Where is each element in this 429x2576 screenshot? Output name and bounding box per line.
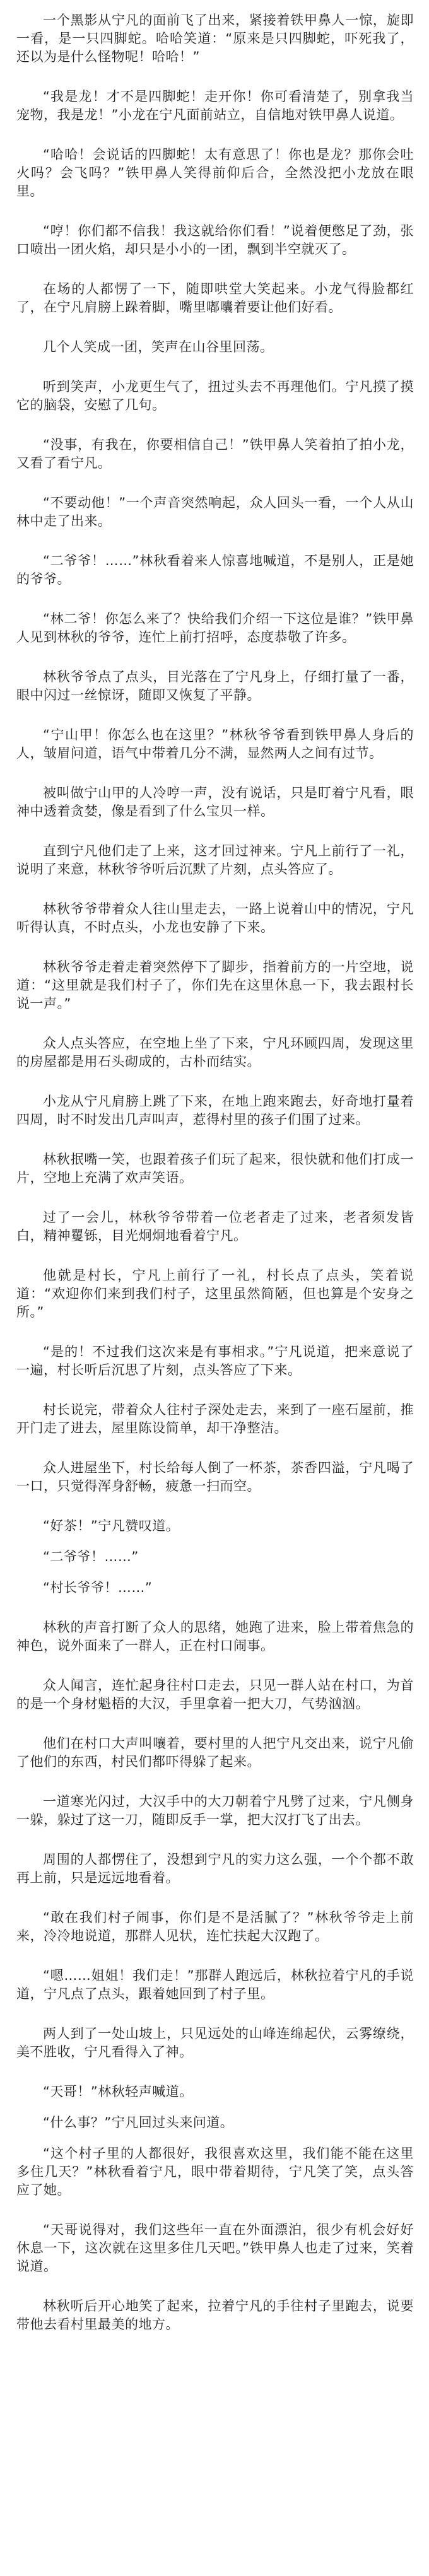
paragraph: “是的！不过我们这次来是有事相求。”宁凡说道，把来意说了一遍，村长听后沉思了片刻，点头答应了下来。 [16,1344,414,1378]
paragraph: “敢在我们村子闹事，你们是不是活腻了？”林秋爷爷走上前来，冷冷地说道，那群人见状，连忙扶起大汉跑了。 [16,1910,414,1943]
paragraph: “这个村子里的人都很好，我很喜欢这里，我们能不能在这里多住几天？”林秋看着宁凡，眼中带着期待，宁凡笑了笑，点头答应了她。 [16,2146,414,2198]
paragraph: 林秋爷爷带着众人往山里走去，一路上说着山中的情况，宁凡听得认真，不时点头，小龙也安静了下来。 [16,901,414,935]
paragraph: 林秋听后开心地笑了起来，拉着宁凡的手往村子里跑去，说要带他去看村里最美的地方。 [16,2298,414,2332]
paragraph: 他就是村长，宁凡上前行了一礼，村长点了点头，笑着说道：“欢迎你们来到我们村子，这里虽然简陋，但也算是个安身之所。” [16,1268,414,1320]
paragraph: “好茶！”宁凡赞叹道。 [43,1518,180,1533]
paragraph: “林二爷！你怎么来了？快给我们介绍一下这位是谁？”铁甲鼻人见到林秋的爷爷，连忙上前打招呼，态度恭敬了许多。 [16,611,414,645]
paragraph: “二爷爷！……”林秋看着来人惊喜地喊道，不是别人，正是她的爷爷。 [16,553,414,587]
paragraph: “我是龙！才不是四脚蛇！走开你！你可看清楚了，别拿我当宠物，我是龙！”小龙在宁凡面前站立，自信地对铁甲鼻人说道。 [16,89,414,122]
paragraph: 几个人笑成一团，笑声在山谷里回荡。 [43,339,274,354]
paragraph: “不要动他！”一个声音突然响起，众人回头一看，一个人从山林中走了出来。 [16,495,414,529]
paragraph: “天哥！”林秋轻声喊道。 [43,2084,193,2099]
paragraph: 小龙从宁凡肩膀上跳了下来，在地上跑来跑去，好奇地打量着四周，时不时发出几声叫声，惹得村里的孩子们围了过来。 [16,1094,414,1127]
paragraph: 周围的人都愣住了，没想到宁凡的实力这么强，一个个都不敢再上前，只是远远地看着。 [16,1852,414,1885]
paragraph: “嗯……姐姐！我们走！”那群人跑远后，林秋拉着宁凡的手说道，宁凡点了点头，跟着她回到了村子里。 [16,1968,414,2001]
paragraph: 村长说完，带着众人往村子深处走去，来到了一座石屋前，推开门走了进去，屋里陈设简单，却干净整洁。 [16,1402,414,1436]
paragraph: 众人进屋坐下，村长给每人倒了一杯茶，茶香四溢，宁凡喝了一口，只觉得浑身舒畅，疲惫一扫而空。 [16,1460,414,1494]
paragraph: 林秋爷爷走着走着突然停下了脚步，指着前方的一片空地，说道：“这里就是我们村子了，你们先在这里休息一下，我去跟村长说一声。” [16,959,414,1011]
paragraph: “哈哈！会说话的四脚蛇！太有意思了！你也是龙？那你会吐火吗？会飞吗？”铁甲鼻人笑得前仰后合，全然没把小龙放在眼里。 [16,147,414,199]
paragraph: “天哥说得对，我们这些年一直在外面漂泊，很少有机会好好休息一下，这次就在这里多住几天吧。”铁甲鼻人也走了过来，笑着说道。 [16,2222,414,2274]
paragraph: “哼！你们都不信我！我这就给你们看！”说着便憋足了劲，张口喷出一团火焰，却只是小小的一团，飘到半空就灭了。 [16,223,414,257]
paragraph: 在场的人都愣了一下，随即哄堂大笑起来。小龙气得脸都红了，在宁凡肩膀上跺着脚，嘴里嘟囔着要让他们好看。 [16,281,414,315]
paragraph: 被叫做宁山甲的人冷哼一声，没有说话，只是盯着宁凡看，眼神中透着贪婪，像是看到了什么宝贝一样。 [16,785,414,819]
paragraph: 林秋的声音打断了众人的思绪，她跑了进来，脸上带着焦急的神色，说外面来了一群人，正在村口闹事。 [16,1620,414,1653]
paragraph: 一个黑影从宁凡的面前飞了出来，紧接着铁甲鼻人一惊，旋即一看，是一只四脚蛇。哈哈笑道：“原来是只四脚蛇，吓死我了，还以为是什么怪物呢！哈哈！” [16,13,414,64]
paragraph: “村长爷爷！……” [43,1580,153,1595]
paragraph: 直到宁凡他们走了上来，这才回过神来。宁凡上前行了一礼，说明了来意，林秋爷爷听后沉默了片刻，点头答应了。 [16,843,414,877]
paragraph: “什么事？”宁凡回过头来问道。 [43,2115,234,2130]
paragraph: 听到笑声，小龙更生气了，扭过头去不再理他们。宁凡摸了摸它的脑袋，安慰了几句。 [16,379,414,413]
paragraph: 林秋爷爷点了点头，目光落在了宁凡身上，仔细打量了一番，眼中闪过一丝惊讶，随即又恢复了平静。 [16,669,414,703]
paragraph: “二爷爷！……” [43,1549,139,1564]
paragraph: 两人到了一处山坡上，只见远处的山峰连绵起伏，云雾缭绕，美不胜收，宁凡看得入了神。 [16,2026,414,2059]
paragraph: 众人闻言，连忙起身往村口走去，只见一群人站在村口，为首的是一个身材魁梧的大汉，手里拿着一把大刀，气势汹汹。 [16,1678,414,1711]
paragraph: 众人点头答应，在空地上坐了下来，宁凡环顾四周，发现这里的房屋都是用石头砌成的，古朴而结实。 [16,1036,414,1069]
paragraph: “宁山甲！你怎么也在这里？”林秋爷爷看到铁甲鼻人身后的人，皱眉问道，语气中带着几分不满，显然两人之间有过节。 [16,727,414,761]
paragraph: 林秋抿嘴一笑，也跟着孩子们玩了起来，很快就和他们打成一片，空地上充满了欢声笑语。 [16,1152,414,1185]
paragraph: “没事，有我在，你要相信自己！”铁甲鼻人笑着拍了拍小龙，又看了看宁凡。 [16,437,414,471]
paragraph: 一道寒光闪过，大汉手中的大刀朝着宁凡劈了过来，宁凡侧身一躲，躲过了这一刀，随即反手一掌，把大汉打飞了出去。 [16,1794,414,1827]
paragraph: 他们在村口大声叫嚷着，要村里的人把宁凡交出来，说宁凡偷了他们的东西，村民们都吓得躲了起来。 [16,1736,414,1769]
paragraph: 过了一会儿，林秋爷爷带着一位老者走了过来，老者须发皆白，精神矍铄，目光炯炯地看着宁凡。 [16,1210,414,1243]
